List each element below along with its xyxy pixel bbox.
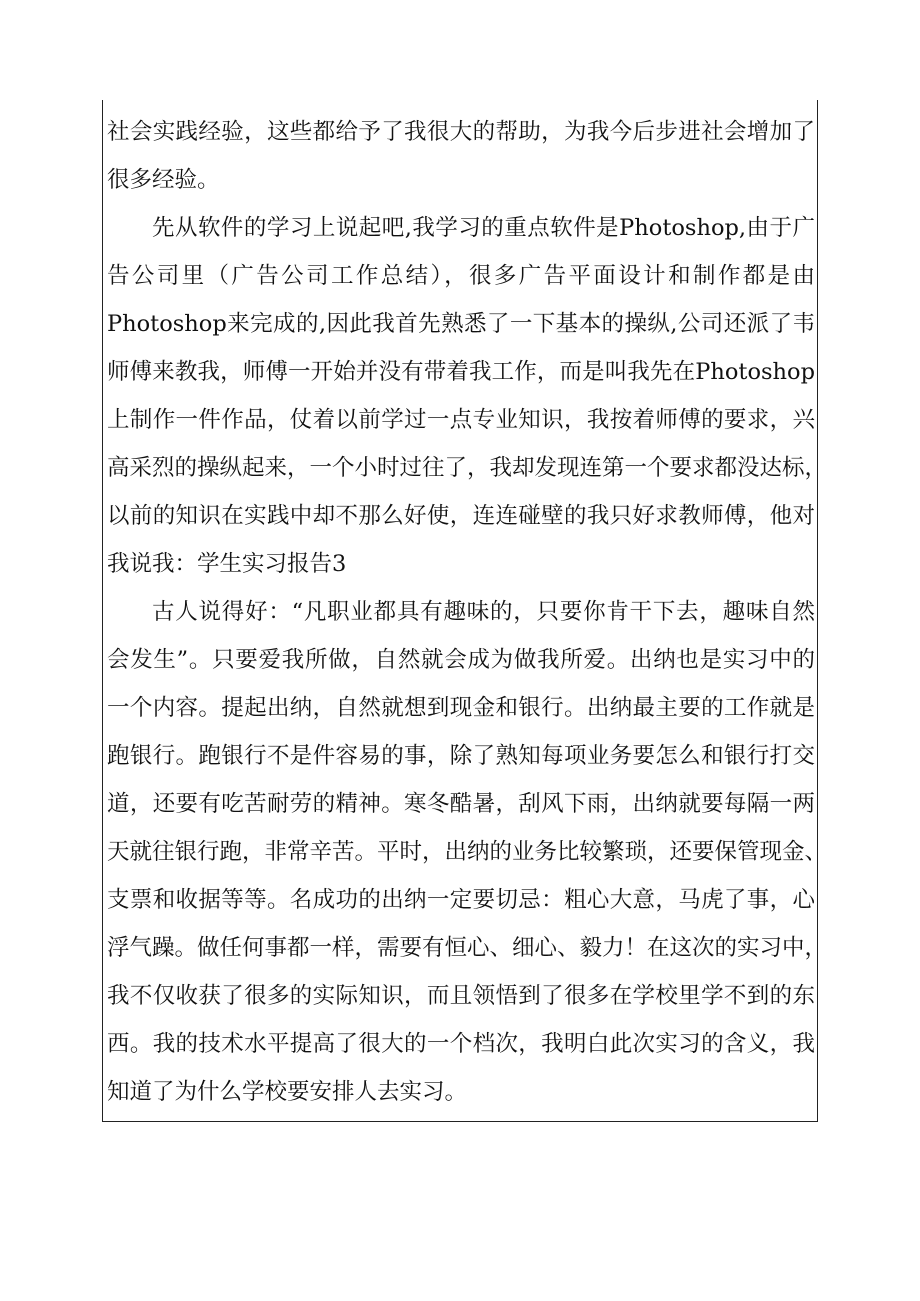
text-line: 会发生”。只要爱我所做，自然就会成为做我所爱。出纳也是实习中的 xyxy=(107,647,815,673)
text-line: 先从软件的学习上说起吧,我学习的重点软件是Photoshop,由于广 xyxy=(152,215,815,241)
text-line: 社会实践经验，这些都给予了我很大的帮助，为我今后步进社会增加了 xyxy=(107,119,815,145)
document-body xyxy=(107,108,828,1116)
text-line: Photoshop来完成的,因此我首先熟悉了一下基本的操纵,公司还派了韦 xyxy=(107,311,815,337)
text-line: 很多经验。 xyxy=(107,167,220,193)
text-line: 浮气躁。做任何事都一样，需要有恒心、细心、毅力！在这次的实习中， xyxy=(107,935,828,961)
paragraph-3 xyxy=(107,588,828,1116)
text-line: 天就往银行跑，非常辛苦。平时，出纳的业务比较繁琐，还要保管现金、 xyxy=(107,839,828,865)
text-line: 我说我：学生实习报告3 xyxy=(107,551,347,577)
text-line: 古人说得好：“凡职业都具有趣味的，只要你肯干下去，趣味自然 xyxy=(152,599,815,625)
text-line: 上制作一件作品，仗着以前学过一点专业知识，我按着师傅的要求，兴 xyxy=(107,407,815,433)
paragraph-1 xyxy=(107,108,815,204)
text-line: 支票和收据等等。名成功的出纳一定要切忌：粗心大意，马虎了事，心 xyxy=(107,887,815,913)
text-line: 知道了为什么学校要安排人去实习。 xyxy=(107,1079,468,1105)
text-line: 道，还要有吃苦耐劳的精神。寒冬酷暑，刮风下雨，出纳就要每隔一两 xyxy=(107,791,815,817)
text-line: 西。我的技术水平提高了很大的一个档次，我明白此次实习的含义，我 xyxy=(107,1031,815,1057)
text-line: 一个内容。提起出纳，自然就想到现金和银行。出纳最主要的工作就是 xyxy=(107,695,815,721)
text-line: 跑银行。跑银行不是件容易的事，除了熟知每项业务要怎么和银行打交 xyxy=(107,743,815,769)
text-line: 高采烈的操纵起来，一个小时过往了，我却发现连第一个要求都没达标， xyxy=(107,455,828,481)
text-line: 我不仅收获了很多的实际知识，而且领悟到了很多在学校里学不到的东 xyxy=(107,983,815,1009)
text-line: 师傅来教我，师傅一开始并没有带着我工作，而是叫我先在Photoshop xyxy=(107,359,815,385)
text-line: 告公司里（广告公司工作总结），很多广告平面设计和制作都是由 xyxy=(107,263,815,289)
paragraph-2 xyxy=(107,204,828,588)
text-line: 以前的知识在实践中却不那么好使，连连碰壁的我只好求教师傅，他对 xyxy=(107,503,815,529)
